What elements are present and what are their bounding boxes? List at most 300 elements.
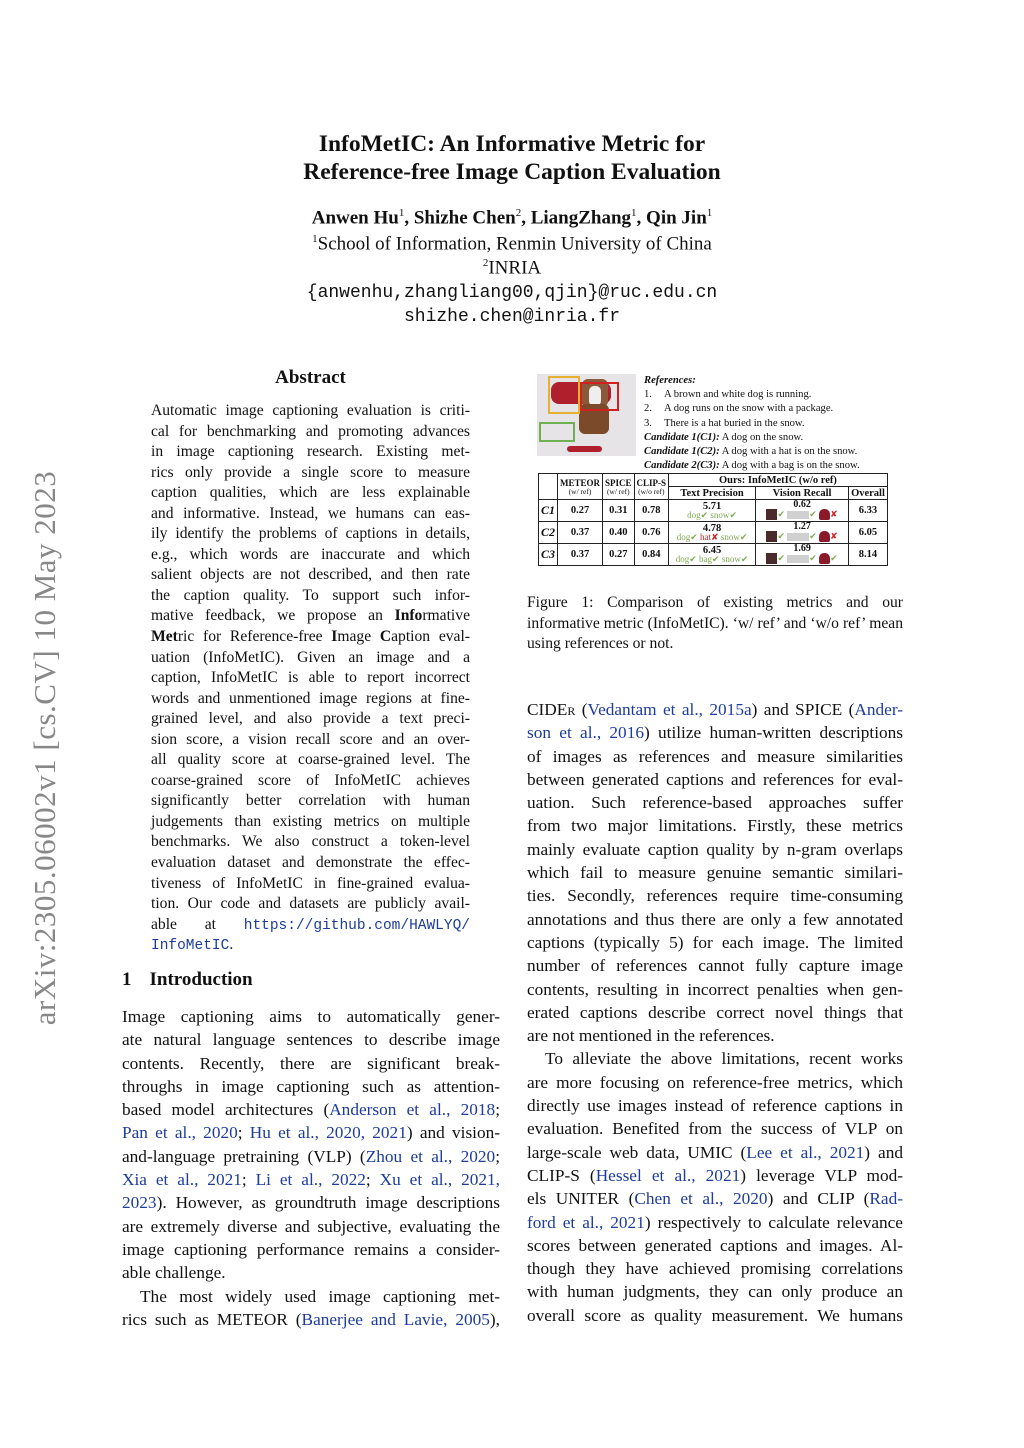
spice-score: 0.27: [603, 544, 635, 566]
text-span: cal for benchmarking and promoting advances: [151, 422, 470, 440]
table-row: [539, 500, 888, 522]
text-line: [151, 750, 470, 771]
text-span: ties. Secondly, references require time-consuming: [527, 886, 903, 906]
text-line: [527, 931, 903, 954]
text-line: [527, 1117, 903, 1140]
text-span: METEOR: [216, 1309, 288, 1329]
text-line: [122, 1215, 500, 1238]
references-label: References:: [644, 375, 696, 386]
text-line: [527, 791, 903, 814]
check-icon: ✔: [700, 509, 711, 520]
text-line: [151, 545, 470, 566]
candidate-label: Candidate 2(C3):: [644, 460, 720, 472]
text-line: [151, 894, 470, 915]
text-line: [151, 709, 470, 730]
check-icon: ✔: [809, 552, 820, 563]
text-span: ;: [237, 1123, 250, 1143]
text-line: [151, 401, 470, 422]
section-number: 1: [122, 969, 132, 990]
text-line: [527, 1211, 903, 1234]
citation-link[interactable]: ford et al., 2021: [527, 1212, 645, 1232]
text-line: [527, 814, 903, 837]
text-span: throughs in image captioning such as attention-: [122, 1076, 500, 1096]
text-line: [527, 1257, 903, 1280]
overall-score: 6.33: [849, 500, 888, 522]
text-span: annotations and thus there are only a few annotated: [527, 909, 903, 929]
text-span: grained level, and also provide a text preci-: [151, 710, 470, 728]
check-icon: ✔: [729, 509, 737, 520]
header-ours: Ours: InfoMetIC (w/o ref): [669, 474, 888, 487]
word-token: snow: [721, 553, 741, 564]
text-span: ;: [495, 1100, 500, 1120]
email-1: {anwenhu,zhangliang00,qjin}@ruc.edu.cn: [306, 283, 718, 303]
text-span: aption eval-: [391, 628, 470, 646]
citation-link[interactable]: Ander-: [854, 700, 904, 719]
text-span: CIDEr: [527, 700, 576, 719]
title-line: Reference-free Image Caption Evaluation: [303, 159, 721, 185]
citation-link[interactable]: Zhou et al., 2020: [365, 1146, 496, 1166]
text-line: [527, 1071, 903, 1094]
text-line: [151, 442, 470, 463]
row-id: C3: [539, 544, 558, 566]
candidate-label: Candidate 1(C1):: [644, 431, 720, 443]
text-span: caption qualities, which are less explainable: [151, 484, 470, 502]
hat-region-thumbnail: [819, 531, 830, 542]
word-token: hat: [700, 531, 712, 542]
text-line: [122, 1238, 500, 1261]
text-span: ily identify the problems of captions in details,: [151, 525, 470, 543]
affiliation-sup: 1: [312, 233, 318, 245]
text-span: based model architectures (: [122, 1100, 330, 1120]
spice-score: 0.40: [603, 522, 635, 544]
text-line: [151, 689, 470, 710]
header-sub: (w/ ref): [568, 486, 592, 496]
vision-recall-score: 1.27: [793, 521, 811, 532]
header-meteor: [558, 474, 603, 500]
word-feedback: [671, 555, 753, 564]
text-span: (: [575, 700, 588, 719]
word-token: snow: [720, 531, 740, 542]
text-line: [122, 1168, 500, 1191]
reference-text: A dog runs on the snow with a package.: [664, 403, 834, 415]
text-span: of images as references and measure similarities: [527, 746, 903, 766]
abstract-body: [151, 401, 470, 956]
text-precision-cell: [669, 544, 756, 566]
text-span: salient objects are not described, and then rate: [151, 566, 470, 584]
text-line: [527, 698, 903, 721]
text-span: Image captioning aims to automatically gener-: [122, 1007, 500, 1026]
text-span: all quality score at coarse-grained level. The: [151, 751, 470, 769]
text-precision-score: 4.78: [702, 522, 722, 534]
text-line: [151, 874, 470, 895]
author-name: LiangZhang: [530, 207, 632, 229]
text-span: tiveness of InfoMetIC in fine-grained evalua-: [151, 874, 470, 892]
text-span: Automatic image captioning evaluation is criti-: [151, 402, 470, 419]
citation-link[interactable]: InfoMetIC: [151, 938, 230, 955]
dog-image: [537, 374, 636, 456]
text-line: [151, 771, 470, 792]
text-span: C: [379, 628, 392, 646]
check-icon: ✔: [712, 553, 722, 564]
text-precision-score: 5.71: [702, 500, 722, 512]
author-name: Shizhe Chen: [413, 207, 516, 229]
text-span: ;: [495, 1146, 500, 1166]
text-span: scores between generated captions and images. Al-: [527, 1235, 903, 1255]
text-span: Info: [394, 607, 423, 625]
text-span: To alleviate the above limitations, recent works: [545, 1049, 903, 1069]
arxiv-identifier[interactable]: arXiv:2305.06002v1 [cs.CV] 10 May 2023: [27, 470, 62, 1026]
text-span: the caption quality. To support such infor-: [151, 586, 470, 604]
candidate-text: A dog with a bag is on the snow.: [721, 460, 860, 472]
clips-score: 0.76: [634, 522, 669, 544]
text-span: number of references cannot fully capture image: [527, 956, 903, 976]
affiliation-2: [0, 257, 1024, 279]
abstract-heading: Abstract: [275, 367, 346, 388]
check-icon: ✔: [777, 530, 788, 541]
word-token: snow: [710, 509, 730, 520]
text-span: and informative. Instead, we humans can eas-: [151, 504, 470, 522]
check-icon: ✔: [777, 552, 788, 563]
cross-icon: ✘: [830, 508, 838, 519]
text-line: [122, 1261, 500, 1284]
text-span: (: [842, 700, 855, 719]
text-span: mage: [337, 628, 380, 646]
header-label: METEOR: [560, 477, 601, 488]
text-line: [151, 730, 470, 751]
text-span: ) respectively to calculate relevance: [644, 1212, 903, 1232]
text-span: are more focusing on reference-free metrics, which: [527, 1072, 903, 1092]
citation-link[interactable]: son et al., 2016: [527, 723, 644, 743]
row-id: C2: [539, 522, 558, 544]
text-line: [151, 606, 470, 627]
text-line: [527, 861, 903, 884]
author-list: Anwen Hu$^1$, Shizhe Chen$^2$, LiangZhang$^1$, Qin Jin$^1$: [311, 207, 713, 229]
text-line: [151, 627, 470, 648]
citation-link[interactable]: Vedantam et al., 2015a: [587, 700, 752, 719]
word-token: dog: [687, 509, 701, 520]
text-line: [151, 812, 470, 833]
citation-link[interactable]: https://github.com/HAWLYQ/: [243, 917, 470, 934]
check-icon: ✔: [830, 552, 838, 563]
text-span: and-language pretraining (VLP) (: [122, 1146, 366, 1166]
candidate-item: [644, 431, 860, 445]
reference-list: [644, 388, 860, 431]
table-corner: [539, 474, 558, 500]
paper-title: [0, 130, 1024, 186]
text-line: [527, 745, 903, 768]
text-line: [151, 524, 470, 545]
text-line: [527, 1280, 903, 1303]
text-span: contents, resulting in incorrect penalties when gen-: [527, 979, 903, 999]
citation-link[interactable]: Hessel et al., 2021: [595, 1165, 741, 1185]
word-token: bag: [699, 553, 713, 564]
text-span: ). However, as groundtruth image descriptions: [156, 1193, 500, 1213]
text-span: uation (InfoMetIC). Given an image and a: [151, 648, 470, 666]
text-line: [151, 565, 470, 586]
text-span: I: [331, 628, 338, 646]
header-spice: [603, 474, 635, 500]
text-span: significantly better correlation with human: [151, 792, 470, 810]
author-affiliation-sup: 1: [398, 207, 405, 219]
section-title: Introduction: [149, 969, 253, 990]
text-line: [527, 1141, 903, 1164]
text-line: [151, 668, 470, 689]
text-span: rics only provide a single score to measure: [151, 463, 470, 481]
text-span: evaluation dataset and demonstrate the effec-: [151, 854, 470, 872]
citation-link[interactable]: Anderson et al., 2018: [329, 1100, 496, 1120]
text-span: ate natural language sentences to describe image: [122, 1030, 500, 1050]
text-span: able challenge.: [122, 1263, 226, 1283]
text-span: e.g., which words are inaccurate and which: [151, 545, 470, 563]
text-span: from two major limitations. Firstly, these metrics: [527, 816, 903, 836]
reference-item: [644, 388, 860, 402]
clips-score: 0.78: [634, 500, 669, 522]
text-span: ) leverage VLP mod-: [740, 1165, 904, 1185]
author-affiliation-sup: 2: [515, 207, 522, 219]
text-span: contents. Recently, there are significant break-: [122, 1053, 500, 1073]
text-line: [527, 1047, 903, 1070]
author-affiliation-sup: 1: [631, 207, 637, 219]
text-span: The most widely used image captioning met-: [140, 1286, 500, 1306]
text-line: [527, 1234, 903, 1257]
text-line: [527, 908, 903, 931]
citation-link[interactable]: Rad-: [869, 1189, 903, 1209]
text-line: [122, 1308, 500, 1331]
text-span: ),: [489, 1309, 500, 1329]
reference-item: [644, 417, 860, 431]
header-sub: (w/o ref): [638, 486, 665, 496]
text-line: [527, 1024, 903, 1047]
text-line: [151, 935, 470, 956]
references-block: [644, 374, 860, 473]
check-icon: ✔: [777, 508, 788, 519]
text-line: [527, 768, 903, 791]
header-sub: (w/ ref): [606, 486, 630, 496]
text-line: [151, 463, 470, 484]
citation-link[interactable]: Pan et al., 2020: [122, 1123, 238, 1143]
affiliation-text: INRIA: [488, 257, 542, 279]
candidate-label: Candidate 1(C2):: [644, 446, 720, 458]
text-line: [151, 422, 470, 443]
text-span: ) utilize human-written descriptions: [643, 723, 903, 743]
text-span: ) and CLIP (: [767, 1189, 870, 1209]
check-icon: ✔: [739, 531, 748, 542]
citation-link[interactable]: Chen et al., 2020: [634, 1189, 768, 1209]
text-line: [151, 483, 470, 504]
reference-number: 3.: [644, 417, 652, 429]
vision-recall-cell: [756, 500, 849, 522]
text-span: overall score as quality measurement. We humans: [527, 1305, 903, 1325]
text-span: are extremely diverse and subjective, evaluating the: [122, 1216, 500, 1236]
text-line: [151, 648, 470, 669]
text-line: [527, 1304, 903, 1327]
citation-link[interactable]: 2023: [122, 1193, 157, 1213]
snow-region-thumbnail: [787, 555, 809, 563]
candidate-item: [644, 459, 860, 473]
section-heading-introduction: [122, 969, 253, 991]
author-name: Anwen Hu: [311, 207, 399, 229]
reference-item: [644, 402, 860, 416]
reference-number: 2.: [644, 403, 652, 415]
text-line: [527, 1164, 903, 1187]
right-column-body: [527, 698, 903, 1327]
text-span: captions (typically 5) for each image. The limited: [527, 932, 903, 952]
text-line: [527, 954, 903, 977]
text-span: words and unmentioned image regions at fine-: [151, 689, 470, 707]
author-affiliation-sup: 1: [706, 207, 713, 219]
text-line: [151, 504, 470, 525]
word-token: dog: [676, 531, 691, 542]
text-line: [527, 721, 903, 744]
text-span: rmative: [422, 607, 470, 625]
text-line: [151, 791, 470, 812]
text-span: are not mentioned in the references.: [527, 1026, 775, 1046]
text-span: benchmarks. We also construct a token-level: [151, 833, 470, 851]
text-span: CLIP-S (: [527, 1165, 596, 1185]
meteor-score: 0.37: [558, 522, 603, 544]
dog-region-thumbnail: [766, 553, 777, 564]
row-id: C1: [539, 500, 558, 522]
text-line: [122, 1285, 500, 1308]
text-span: Met: [151, 628, 178, 646]
text-span: uation. Such reference-based approaches suffer: [527, 793, 903, 813]
text-line: [527, 978, 903, 1001]
snow-region-thumbnail: [787, 533, 809, 541]
header-text-precision: Text Precision: [669, 487, 756, 500]
header-overall: Overall: [849, 487, 888, 500]
meteor-score: 0.27: [558, 500, 603, 522]
text-span: .: [229, 936, 234, 954]
dog-region-thumbnail: [766, 509, 777, 520]
text-line: [527, 1001, 903, 1024]
text-line: [122, 1052, 500, 1075]
text-line: [527, 838, 903, 861]
text-span: evaluation. Benefited from the success of VLP on: [527, 1119, 903, 1139]
text-line: [122, 1005, 500, 1028]
header-label: CLIP-S: [636, 477, 667, 488]
vision-recall-cell: [756, 544, 849, 566]
text-span: ) and: [864, 1142, 903, 1162]
text-span: rics such as: [122, 1309, 217, 1329]
text-span: mative feedback, we propose an: [151, 607, 395, 625]
check-icon: ✔: [740, 553, 749, 564]
snow-region-thumbnail: [787, 511, 809, 519]
text-span: ) and vision-: [406, 1123, 501, 1143]
reference-text: A brown and white dog is running.: [664, 389, 812, 401]
header-vision-recall: Vision Recall: [756, 487, 849, 500]
reference-number: 1.: [644, 389, 652, 401]
author-name: Qin Jin: [646, 207, 707, 229]
text-span: large-scale web data, UMIC (: [527, 1142, 747, 1162]
text-span: tion. Our code and datasets are publicly avail-: [151, 895, 470, 913]
left-column-body: [122, 1005, 500, 1331]
affiliation-1: [0, 233, 1024, 255]
candidate-text: A dog with a hat is on the snow.: [721, 446, 858, 458]
citation-link[interactable]: Banerjee and Lavie, 2005: [301, 1309, 490, 1329]
text-span: in image captioning research. Existing met-: [151, 443, 470, 461]
table-row: [539, 544, 888, 566]
text-line: [122, 1121, 500, 1144]
citation-link[interactable]: Xia et al., 2021: [122, 1170, 242, 1190]
vision-recall-cell: [756, 522, 849, 544]
text-span: (: [287, 1309, 302, 1329]
metrics-table: [538, 473, 888, 566]
text-span: ;: [365, 1170, 380, 1190]
title-line: InfoMetIC: An Informative Metric for: [318, 131, 706, 157]
table-row: [539, 522, 888, 544]
text-span: els UNITER (: [527, 1189, 635, 1209]
check-icon: ✔: [689, 553, 700, 564]
text-precision-score: 6.45: [702, 544, 722, 556]
check-icon: ✔: [809, 530, 820, 541]
citation-link[interactable]: Lee et al., 2021: [746, 1142, 865, 1162]
cross-icon: ✘: [830, 530, 838, 541]
citation-link[interactable]: Hu et al., 2020, 2021: [249, 1123, 407, 1143]
citation-link[interactable]: Li et al., 2022: [255, 1170, 366, 1190]
word-token: dog: [675, 553, 690, 564]
text-span: directly use images instead of reference captions in: [527, 1096, 903, 1116]
header-label: SPICE: [605, 477, 632, 488]
text-line: [122, 1191, 500, 1214]
word-feedback: [671, 511, 753, 520]
affiliation-sup: 2: [482, 257, 489, 269]
citation-link[interactable]: Xu et al., 2021,: [379, 1170, 500, 1190]
text-span: erated captions describe correct novel things that: [527, 1002, 903, 1022]
text-span: coarse-grained score of InfoMetIC achieves: [151, 771, 470, 789]
cross-icon: ✘: [711, 531, 721, 542]
vision-recall-score: 1.69: [793, 543, 811, 554]
text-span: ric for Reference-free: [177, 628, 332, 646]
text-line: [122, 1098, 500, 1121]
text-line: [527, 1094, 903, 1117]
hat-region-thumbnail: [819, 553, 830, 564]
overall-score: 6.05: [849, 522, 888, 544]
check-icon: ✔: [690, 531, 701, 542]
text-line: [527, 1187, 903, 1210]
text-line: [122, 1028, 500, 1051]
hat-region-thumbnail: [819, 509, 830, 520]
figure-caption: Figure 1: Comparison of existing metrics and our informative metric (InfoMetIC). ‘w/ ref’ and ‘w/o ref’ mean using references or not.: [527, 594, 903, 652]
text-line: [151, 915, 470, 936]
candidate-item: [644, 445, 860, 459]
text-span: SPICE: [795, 700, 843, 719]
text-span: able at: [151, 915, 244, 933]
text-span: though they have achieved promising correlations: [527, 1259, 903, 1279]
clips-score: 0.84: [634, 544, 669, 566]
text-span: mainly evaluate caption quality by n-gram overlaps: [527, 839, 903, 859]
dog-region-thumbnail: [766, 531, 777, 542]
text-span: caption, InfoMetIC is able to report incorrect: [151, 669, 470, 687]
text-line: [122, 1075, 500, 1098]
text-span: between generated captions and references for eval-: [527, 769, 903, 789]
overall-score: 8.14: [849, 544, 888, 566]
vision-recall-score: 0.62: [793, 499, 811, 510]
text-span: which fail to measure genuine semantic similari-: [527, 863, 903, 883]
text-span: sion score, a vision recall score and an over-: [151, 730, 470, 748]
check-icon: ✔: [809, 508, 820, 519]
text-line: [151, 853, 470, 874]
email-2: shizhe.chen@inria.fr: [403, 307, 621, 327]
text-span: ;: [241, 1170, 256, 1190]
text-line: [527, 884, 903, 907]
reference-text: There is a hat buried in the snow.: [664, 417, 805, 429]
header-clips: [634, 474, 669, 500]
word-feedback: [671, 533, 753, 542]
text-span: image captioning performance remains a consider-: [122, 1239, 500, 1259]
spice-score: 0.31: [603, 500, 635, 522]
text-span: judgements than existing metrics on multiple: [151, 812, 470, 830]
candidate-list: [644, 431, 860, 474]
